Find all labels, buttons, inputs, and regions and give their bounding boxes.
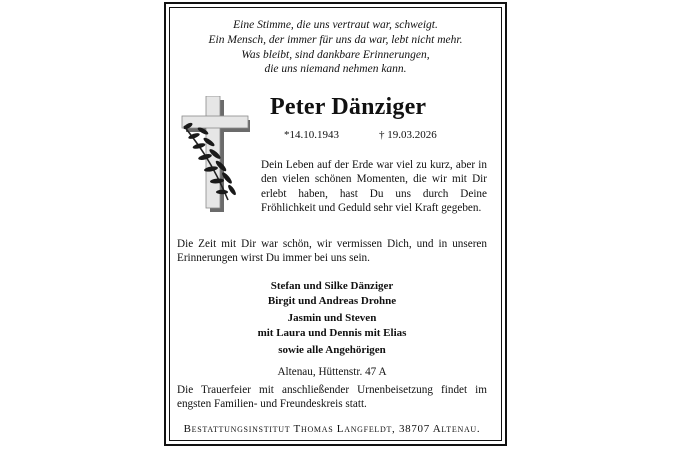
family-address: Altenau, Hüttenstr. 47 A bbox=[277, 366, 387, 378]
farewell-text: Die Zeit mit Dir war schön, wir vermissen Dich, und in unseren Erinnerungen wirst Du immer bei uns sein. bbox=[177, 238, 487, 265]
tribute-text: Dein Leben auf der Erde war viel zu kurz, aber in den vielen schönen Momenten, die wir mit Dir erlebt haben, hast Du uns durch Deine Fröhlichkeit und Geduld sehr viel Kraft gegeben. bbox=[261, 159, 487, 215]
funeral-note: Die Trauerfeier mit anschließender Urnenbeisetzung findet im engsten Familien- und Freundeskreis statt. bbox=[177, 384, 487, 411]
mourner-line: Stefan und Silke Dänziger bbox=[270, 280, 394, 292]
mourner-line: sowie alle Angehörigen bbox=[278, 344, 386, 357]
poem-line: Ein Mensch, der immer für uns da war, lebt nicht mehr. bbox=[208, 33, 463, 46]
mourner-line: Jasmin und Steven bbox=[287, 312, 377, 325]
mourner-line: Birgit und Andreas Drohne bbox=[267, 294, 397, 307]
funeral-home: Bestattungsinstitut Thomas Langfeldt, 38707 Altenau. bbox=[183, 423, 481, 435]
poem-line: Was bleibt, sind dankbare Erinnerungen, bbox=[241, 48, 430, 61]
deceased-name: Peter Dänziger bbox=[270, 94, 427, 120]
mourner-line: mit Laura und Dennis mit Elias bbox=[257, 326, 407, 339]
poem-line: die uns niemand nehmen kann. bbox=[264, 63, 407, 76]
poem-line: Eine Stimme, die uns vertraut war, schweigt. bbox=[233, 19, 438, 31]
cross-with-palm-branch-icon bbox=[176, 96, 250, 214]
death-date: † 19.03.2026 bbox=[379, 129, 437, 141]
birth-date: *14.10.1943 bbox=[284, 129, 339, 141]
mourners-list bbox=[177, 279, 487, 358]
